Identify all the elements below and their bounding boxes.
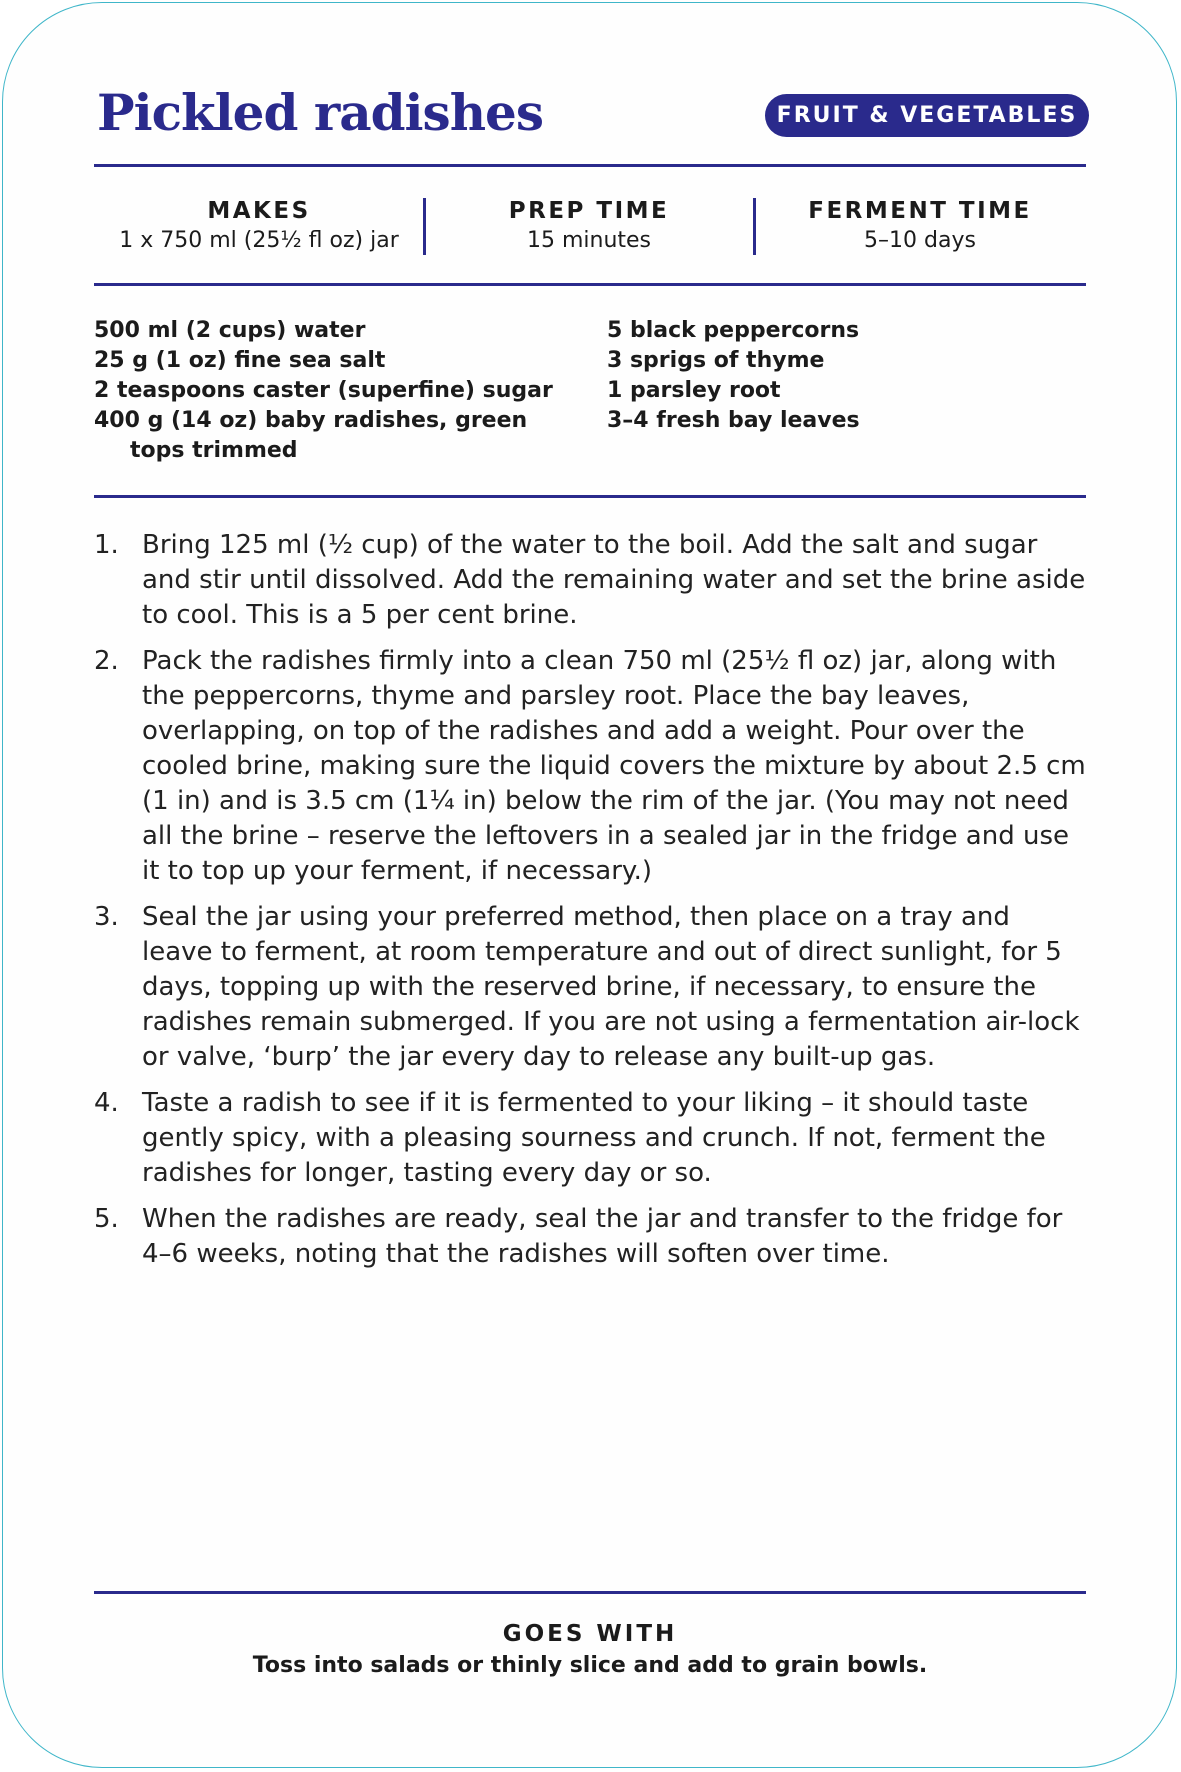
divider-footer — [94, 1591, 1086, 1594]
ingredient-item: 3–4 fresh bay leaves — [607, 408, 860, 433]
step-number: 5. — [94, 1204, 119, 1234]
stat-value: 1 x 750 ml (25½ fl oz) jar — [119, 228, 399, 253]
stat-value: 5–10 days — [864, 228, 976, 253]
step-number: 2. — [94, 646, 119, 676]
divider-top — [94, 164, 1086, 167]
method-steps — [94, 528, 1086, 1283]
ingredient-list-right — [607, 316, 1047, 436]
ingredient-item: 2 teaspoons caster (superfine) sugar — [94, 378, 553, 403]
ingredient-item: 500 ml (2 cups) water — [94, 318, 366, 343]
method-step — [94, 1086, 1086, 1191]
goes-with-text: Toss into salads or thinly slice and add to grain bowls. — [252, 1653, 928, 1678]
divider-ingredients — [94, 495, 1086, 498]
stat-label: MAKES — [207, 198, 311, 224]
ingredient-item: 1 parsley root — [607, 378, 781, 403]
stat-divider — [753, 198, 756, 255]
method-step — [94, 1202, 1086, 1272]
ingredient-item: 3 sprigs of thyme — [607, 348, 825, 373]
category-badge: FRUIT & VEGETABLES — [765, 94, 1089, 137]
recipe-title: Pickled radishes — [97, 83, 544, 142]
step-text: Bring 125 ml (½ cup) of the water to the boil. Add the salt and sugar and stir until dissolved. Add the remaining water and set the brine aside to cool. This is a 5 per cent brine. — [142, 530, 1086, 630]
ingredient-item: 25 g (1 oz) fine sea salt — [94, 348, 386, 373]
step-text: Taste a radish to see if it is fermented to your liking – it should taste gently spicy, with a pleasing sourness and crunch. If not, ferment the radishes for longer, tasting every day or so. — [142, 1088, 1046, 1188]
method-step — [94, 644, 1086, 889]
step-number: 4. — [94, 1088, 119, 1118]
step-number: 1. — [94, 530, 119, 560]
stat-label: PREP TIME — [508, 198, 670, 224]
method-step — [94, 528, 1086, 633]
stat-divider — [423, 198, 426, 255]
step-text: When the radishes are ready, seal the jar and transfer to the fridge for 4–6 weeks, noting that the radishes will soften over time. — [142, 1204, 1063, 1269]
recipe-stats — [94, 196, 1086, 260]
divider-stats — [94, 283, 1086, 286]
step-text: Seal the jar using your preferred method, then place on a tray and leave to ferment, at room temperature and out of direct sunlight, for 5 days, topping up with the reserved brine, if necessary, to ensure the radishes remain submerged. If you are not using a fermentation air-lock or valve, ‘burp’ the jar every day to release any built-up gas. — [142, 902, 1080, 1072]
stat-makes — [94, 196, 424, 260]
ingredient-item: 400 g (14 oz) baby radishes, green tops trimmed — [94, 408, 528, 463]
ingredient-list-left — [94, 316, 574, 466]
ingredient-item: 5 black peppercorns — [607, 318, 860, 343]
stat-value: 15 minutes — [526, 228, 652, 253]
stat-prep-time — [424, 196, 754, 260]
step-text: Pack the radishes firmly into a clean 750 ml (25½ fl oz) jar, along with the peppercorns, thyme and parsley root. Place the bay leaves, overlapping, on top of the radishes and add a weight. Pour over the cooled brine, making sure the liquid covers the mixture by about 2.5 cm (1 in) and is 3.5 cm (1¼ in) below the rim of the jar. (You may not need all the brine – reserve the leftovers in a sealed jar in the fridge and use it to top up your ferment, if necessary.) — [142, 646, 1086, 886]
stat-ferment-time — [754, 196, 1086, 260]
stat-label: FERMENT TIME — [808, 198, 1032, 224]
goes-with-label: GOES WITH — [502, 1621, 678, 1647]
method-step — [94, 900, 1086, 1075]
step-number: 3. — [94, 902, 119, 932]
